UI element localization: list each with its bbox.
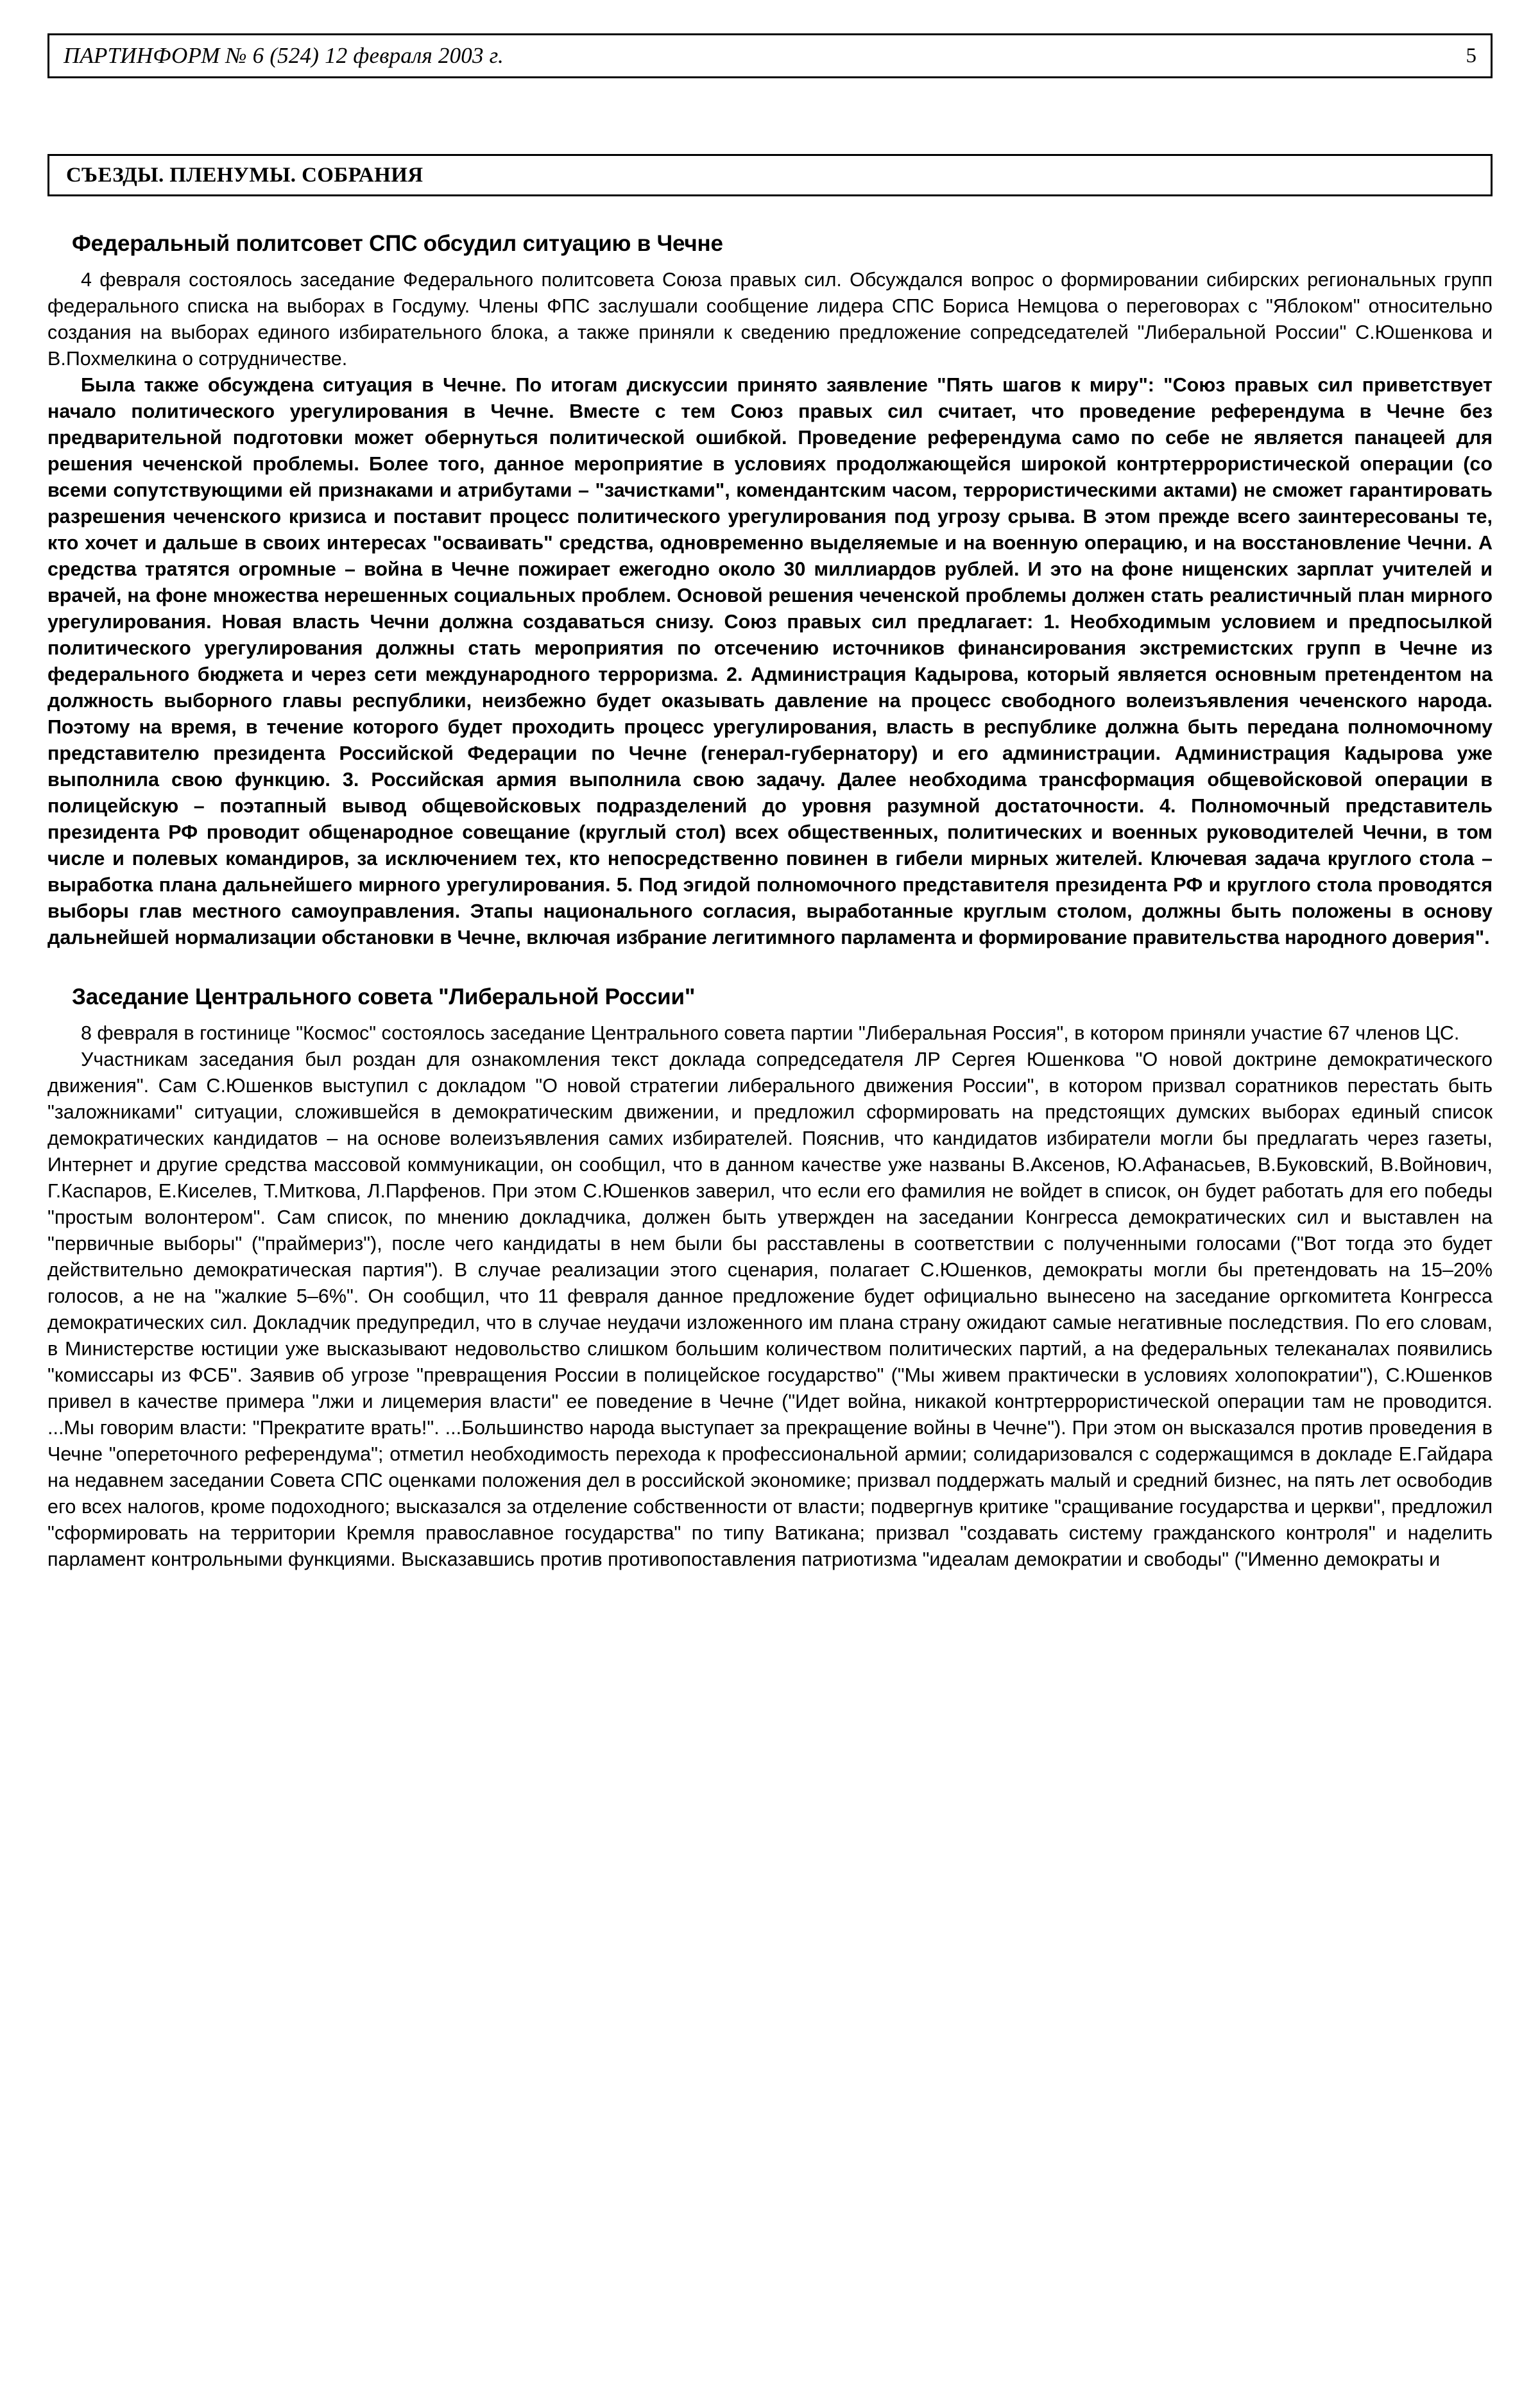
page-header	[47, 33, 1493, 78]
article-1-paragraph-2: Была также обсуждена ситуация в Чечне. По итогам дискуссии принято заявление "Пять шагов к миру": "Союз правых сил приветствует начало политического урегулирования в Чечне. Вместе с тем Союз правых сил считает, что проведение референдума в Чечне без предварительной подготовки может обернуться политической ошибкой. Проведение референдума само по себе не является панацеей для решения чеченской проблемы. Более того, данное мероприятие в условиях продолжающейся широкой контртеррористической операции (со всеми сопутствующими ей признаками и атрибутами – "зачистками", комендантским часом, террористическими актами) не сможет гарантировать разрешения чеченского кризиса и поставит процесс политического урегулирования под угрозу срыва. В этом прежде всего заинтересованы те, кто хочет и дальше в своих интересах "осваивать" средства, одновременно выделяемые и на военную операцию, и на восстановление Чечни. А средства тратятся огромные – война в Чечне пожирает ежегодно около 30 миллиардов рублей. И это на фоне нищенских зарплат учителей и врачей, на фоне множества нерешенных социальных проблем. Основой решения чеченской проблемы должен стать реалистичный план мирного урегулирования. Новая власть Чечни должна создаваться снизу. Союз правых сил предлагает: 1. Необходимым условием и предпосылкой политического урегулирования должны стать мероприятия по отсечению источников финансирования экстремистских групп в Чечне из федерального бюджета и через сети международного терроризма. 2. Администрация Кадырова, который является основным претендентом на должность выборного главы республики, неизбежно будет оказывать давление на процесс свободного волеизъявления чеченского народа. Поэтому на время, в течение которого будет проходить процесс урегулирования, власть в республике должна быть передана полномочному представителю президента Российской Федерации по Чечне (генерал-губернатору) и его администрации. Администрация Кадырова уже выполнила свою функцию. 3. Российская армия выполнила свою задачу. Далее необходима трансформация общевойсковой операции в полицейскую – поэтапный вывод общевойсковых подразделений до уровня разумной достаточности. 4. Полномочный представитель президента РФ проводит общенародное совещание (круглый стол) всех общественных, политических и военных руководителей Чечни, в том числе и полевых командиров, за исключением тех, кто непосредственно повинен в гибели мирных жителей. Ключевая задача круглого стола – выработка плана дальнейшего мирного урегулирования. 5. Под эгидой полномочного представителя президента РФ и круглого стола проводятся выборы глав местного самоуправления. Этапы национального согласия, выработанные круглым столом, должны быть положены в основу дальнейшей нормализации обстановки в Чечне, включая избрание легитимного парламента и формирование правительства народного доверия".	[47, 374, 1493, 948]
section-heading-band	[47, 154, 1493, 196]
article-2-paragraph-1: 8 февраля в гостинице "Космос" состоялось заседание Центрального совета партии "Либеральная Россия", в котором приняли участие 67 членов ЦС.	[81, 1022, 1460, 1044]
article-2-paragraph-2: Участникам заседания был роздан для ознакомления текст доклада сопредседателя ЛР Сергея Юшенкова "О новой доктрине демократического движения". Сам С.Юшенков выступил с докладом "О новой стратегии либерального движения России", в котором призвал соратников перестать быть "заложниками" ситуации, сложившейся в демократическим движении, и предложил сформировать на предстоящих думских выборах единый список демократических кандидатов – на основе волеизъявления самих избирателей. Пояснив, что кандидатов избиратели могли бы предлагать через газеты, Интернет и другие средства массовой коммуникации, он сообщил, что в данном качестве уже названы В.Аксенов, Ю.Афанасьев, В.Буковский, В.Войнович, Г.Каспаров, Е.Киселев, Т.Миткова, Л.Парфенов. При этом С.Юшенков заверил, что если его фамилия не войдет в список, он будет работать для его победы "простым волонтером". Сам список, по мнению докладчика, должен быть утвержден на заседании Конгресса демократических сил и выставлен на "первичные выборы" ("праймериз"), после чего кандидаты в нем были бы расставлены в соответствии с полученными голосами ("Вот тогда это будет действительно демократическая партия"). В случае реализации этого сценария, полагает С.Юшенков, демократы могли бы претендовать на 15–20% голосов, а не на "жалкие 5–6%". Он сообщил, что 11 февраля данное предложение будет официально вынесено на заседание оргкомитета Конгресса демократических сил. Докладчик предупредил, что в случае неудачи изложенного им плана страну ожидают самые негативные последствия. По его словам, в Министерстве юстиции уже высказывают недовольство слишком большим количеством политических партий, а на федеральных телеканалах появились "комиссары из ФСБ". Заявив об угрозе "превращения России в полицейское государство" ("Мы живем практически в условиях холопократии"), С.Юшенков привел в качестве примера "лжи и лицемерия власти" ее поведение в Чечне ("Идет война, никакой контртеррористической операции там не проводится. ...Мы говорим власти: "Прекратите врать!". ...Большинство народа выступает за прекращение войны в Чечне"). При этом он высказался против проведения в Чечне "опереточного референдума"; отметил необходимость перехода к профессиональной армии; солидаризовался с содержащимся в докладе Е.Гайдара на недавнем заседании Совета СПС оценками положения дел в российской экономике; призвал поддержать малый и средний бизнес, на пять лет освободив его всех налогов, кроме подоходного; высказался за отделение собственности от власти; подвергнув критике "сращивание государства и церкви", предложил "сформировать на территории Кремля православное государства" по типу Ватикана; призвал "создавать систему гражданского контроля" и наделить парламент контрольными функциями. Высказавшись против противопоставления патриотизма "идеалам демократии и свободы" ("Именно демократы и	[47, 1049, 1493, 1570]
article-1-paragraph-1: 4 февраля состоялось заседание Федерального политсовета Союза правых сил. Обсуждался вопрос о формировании сибирских региональных групп федерального списка на выборах в Госдуму. Члены ФПС заслушали сообщение лидера СПС Бориса Немцова о переговорах с "Яблоком" относительно создания на выборах единого избирательного блока, а также приняли к сведению предложение сопредседателей "Либеральной России" С.Юшенкова и В.Похмелкина о сотрудничестве.	[47, 269, 1493, 370]
article-title-2: Заседание Центрального совета "Либеральной России"	[72, 984, 696, 1009]
section-heading-label: СЪЕЗДЫ. ПЛЕНУМЫ. СОБРАНИЯ	[66, 163, 424, 187]
publication-title: ПАРТИНФОРМ № 6 (524) 12 февраля 2003 г.	[64, 43, 504, 68]
article-title-1: Федеральный политсовет СПС обсудил ситуацию в Чечне	[72, 231, 723, 256]
page-number: 5	[1466, 44, 1476, 67]
article-content	[47, 231, 1493, 1573]
